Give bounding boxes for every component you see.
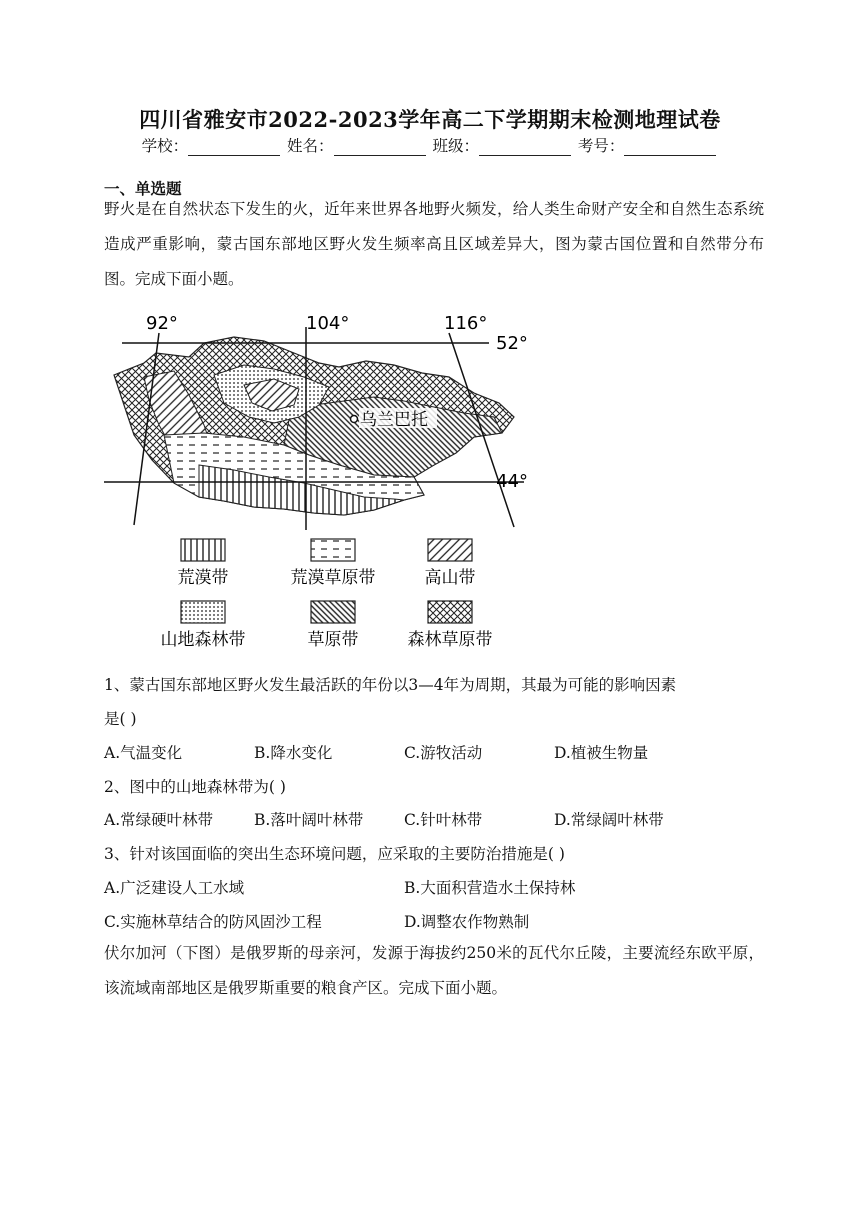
class-label: 班级：	[432, 137, 479, 155]
city-label: 乌兰巴托	[360, 410, 428, 430]
legend-label-steppe: 草原带	[307, 630, 359, 650]
number-label: 考号：	[577, 137, 625, 155]
question-3-option-c[interactable]: C.实施林草结合的防风固沙工程	[104, 913, 322, 931]
legend-swatch-desert	[181, 539, 225, 561]
question-2-option-b[interactable]: B.落叶阔叶林带	[254, 811, 364, 829]
lat-label-52: 52°	[496, 333, 528, 354]
legend-swatch-forest-steppe	[428, 601, 472, 623]
question-2-option-d[interactable]: D.常绿阔叶林带	[554, 811, 664, 829]
question-1-option-b[interactable]: B.降水变化	[254, 744, 333, 762]
lon-label-116: 116°	[444, 313, 488, 334]
question-3-option-a[interactable]: A.广泛建设人工水域	[104, 879, 245, 897]
legend-label-forest-steppe: 森林草原带	[407, 630, 493, 650]
name-blank[interactable]	[334, 141, 426, 156]
mongolia-natural-zone-map	[104, 305, 534, 660]
question-1-option-a[interactable]: A.气温变化	[104, 744, 183, 762]
legend-swatch-mountain-forest	[181, 601, 225, 623]
legend-swatch-desert-steppe	[311, 539, 355, 561]
question-3-option-d[interactable]: D.调整农作物熟制	[404, 913, 530, 931]
map-legend	[161, 539, 493, 650]
question-1-option-c[interactable]: C.游牧活动	[404, 744, 483, 762]
school-label: 学校：	[141, 137, 189, 155]
number-blank[interactable]	[624, 141, 716, 156]
legend-label-mountain-forest: 山地森林带	[160, 630, 246, 650]
legend-label-desert: 荒漠带	[177, 568, 229, 588]
legend-swatch-steppe	[311, 601, 355, 623]
section-heading: 一、单选题	[104, 179, 182, 198]
legend-swatch-alpine	[428, 539, 472, 561]
class-blank[interactable]	[479, 141, 571, 156]
question-2-stem: 2、图中的山地森林带为( )	[104, 778, 286, 796]
student-info-line	[0, 134, 860, 156]
exam-title: 四川省雅安市2022-2023学年高二下学期期末检测地理试卷	[139, 107, 721, 132]
legend-label-alpine: 高山带	[424, 568, 476, 588]
lat-label-44: 44°	[496, 471, 528, 492]
question-1-option-d[interactable]: D.植被生物量	[554, 744, 649, 762]
legend-label-desert-steppe: 荒漠草原带	[290, 568, 376, 588]
question-3-stem: 3、针对该国面临的突出生态环境问题，应采取的主要防治措施是( )	[104, 845, 565, 863]
name-label: 姓名：	[287, 137, 334, 155]
capital-marker-icon	[351, 416, 358, 423]
intro-paragraph-2: 伏尔加河（下图）是俄罗斯的母亲河，发源于海拔约250米的瓦代尔丘陵，主要流经东欧平原，该流域南部地区是俄罗斯重要的粮食产区。完成下面小题。	[104, 944, 764, 997]
question-1-stem-line1: 1、蒙古国东部地区野火发生最活跃的年份以3—4年为周期，其最为可能的影响因素	[104, 676, 677, 694]
question-2-option-c[interactable]: C.针叶林带	[404, 811, 483, 829]
lon-label-92: 92°	[146, 313, 178, 334]
question-1-stem-line2: 是( )	[104, 710, 137, 728]
question-2-option-a[interactable]: A.常绿硬叶林带	[104, 811, 214, 829]
school-blank[interactable]	[188, 141, 280, 156]
intro-paragraph-1: 野火是在自然状态下发生的火，近年来世界各地野火频发，给人类生命财产安全和自然生态系统造成严重影响，蒙古国东部地区野火发生频率高且区域差异大，图为蒙古国位置和自然带分布图。完成下面小题。	[104, 200, 764, 288]
question-3-option-b[interactable]: B.大面积营造水土保持林	[404, 879, 576, 897]
lon-label-104: 104°	[306, 313, 350, 334]
